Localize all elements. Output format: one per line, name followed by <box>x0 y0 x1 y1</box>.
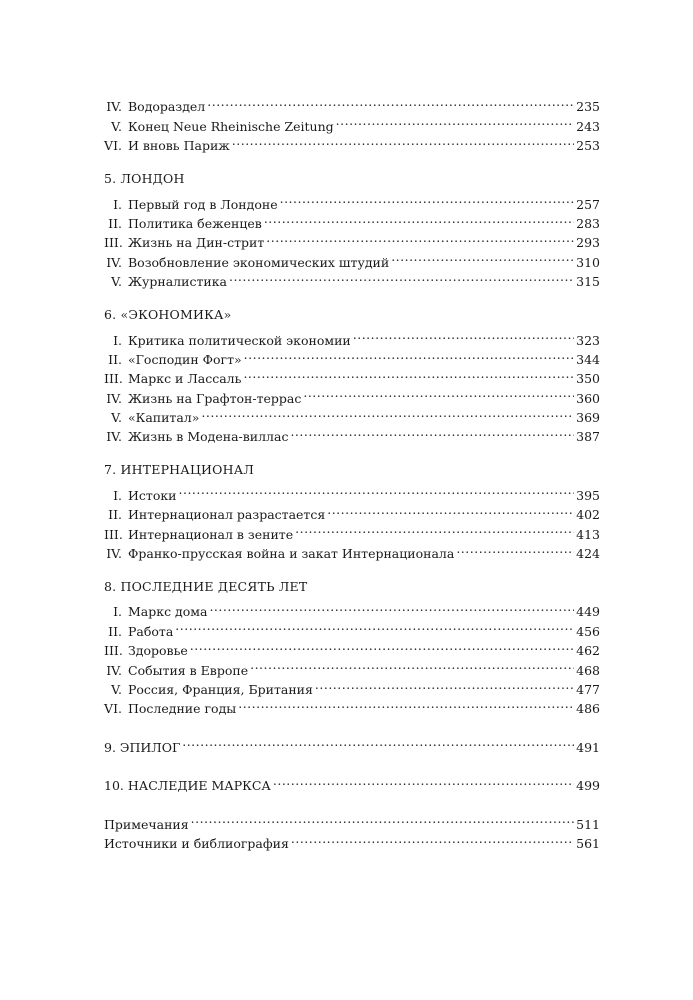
entry-title: Истоки <box>128 487 177 503</box>
toc-entry[interactable] <box>104 325 600 348</box>
chapter-heading[interactable]: 8. ПОСЛЕДНИЕ ДЕСЯТЬ ЛЕТ <box>104 579 308 595</box>
toc-section-chapter-5 <box>104 169 600 290</box>
dot-leader <box>244 345 574 364</box>
dot-leader <box>303 383 574 402</box>
toc-section-back-matter <box>104 809 600 851</box>
entry-page: 468 <box>576 662 600 678</box>
toc-chapter-entry[interactable] <box>104 771 600 794</box>
entry-number: III. <box>104 643 123 659</box>
entry-title: Здоровье <box>128 643 188 659</box>
entry-title: Последние годы <box>128 701 237 717</box>
toc-section-chapter-10 <box>104 771 600 794</box>
entry-title: Политика беженцев <box>128 215 262 231</box>
entry-page: 395 <box>576 487 600 503</box>
entry-page: 424 <box>576 546 600 562</box>
entry-title: Жизнь на Дин-стрит <box>128 235 265 251</box>
entry-title: Интернационал в зените <box>128 526 294 542</box>
entry-page: 235 <box>576 99 600 115</box>
entry-page: 344 <box>576 351 600 367</box>
dot-leader <box>273 771 574 790</box>
entry-page: 293 <box>576 235 600 251</box>
entry-number: IV. <box>106 662 122 678</box>
toc-entry[interactable] <box>104 480 600 503</box>
dot-leader <box>266 228 574 247</box>
toc-entry[interactable] <box>104 597 600 620</box>
entry-number: III. <box>104 371 123 387</box>
entry-number: IV. <box>106 546 122 562</box>
dot-leader <box>264 209 574 228</box>
entry-page: 350 <box>576 371 600 387</box>
table-of-contents <box>104 92 600 867</box>
entry-title: Жизнь на Графтон-террас <box>128 390 302 406</box>
toc-entry[interactable] <box>104 500 600 523</box>
entry-title: События в Европе <box>128 662 249 678</box>
entry-title: Интернационал разрастается <box>128 507 326 523</box>
entry-number: I. <box>113 487 122 503</box>
entry-number: V. <box>111 274 122 290</box>
entry-number: V. <box>111 681 122 697</box>
dot-leader <box>201 403 574 422</box>
dot-leader <box>291 829 574 848</box>
dot-leader <box>290 422 574 441</box>
entry-title: Маркс дома <box>128 604 208 620</box>
entry-number: IV. <box>106 390 122 406</box>
toc-entry[interactable] <box>104 616 600 639</box>
entry-page: 387 <box>576 429 600 445</box>
entry-title: Первый год в Лондоне <box>128 196 278 212</box>
dot-leader <box>209 597 574 616</box>
dot-leader <box>336 111 574 130</box>
toc-chapter-entry[interactable] <box>104 732 600 755</box>
dot-leader <box>190 636 574 655</box>
entry-page: 491 <box>576 739 600 755</box>
entry-number: IV. <box>106 99 122 115</box>
entry-number: IV. <box>106 429 122 445</box>
dot-leader <box>175 616 574 635</box>
entry-number: II. <box>108 507 122 523</box>
toc-section-chapter-8 <box>104 577 600 717</box>
chapter-heading[interactable]: 7. ИНТЕРНАЦИОНАЛ <box>104 462 254 478</box>
entry-number: III. <box>104 235 123 251</box>
entry-page: 323 <box>576 332 600 348</box>
entry-page: 561 <box>576 835 600 851</box>
toc-section-chapter-6 <box>104 305 600 445</box>
entry-number: I. <box>113 196 122 212</box>
entry-number: V. <box>111 118 122 134</box>
entry-page: 283 <box>576 215 600 231</box>
entry-title: Возобновление экономических штудий <box>128 254 390 270</box>
entry-title: 9. ЭПИЛОГ <box>104 739 181 755</box>
entry-title: Работа <box>128 623 174 639</box>
entry-number: VI. <box>104 138 122 154</box>
entry-page: 253 <box>576 138 600 154</box>
dot-leader <box>207 92 574 111</box>
entry-title: «Капитал» <box>128 410 200 426</box>
entry-title: И вновь Париж <box>128 138 230 154</box>
dot-leader <box>179 480 575 499</box>
entry-number: V. <box>111 410 122 426</box>
entry-title: Жизнь в Модена-виллас <box>128 429 289 445</box>
dot-leader <box>456 539 574 558</box>
entry-page: 449 <box>576 604 600 620</box>
entry-number: VI. <box>104 701 122 717</box>
entry-page: 462 <box>576 643 600 659</box>
dot-leader <box>232 131 574 150</box>
entry-number: I. <box>113 332 122 348</box>
toc-entry[interactable] <box>104 636 600 659</box>
entry-number: II. <box>108 351 122 367</box>
entry-number: I. <box>113 604 122 620</box>
dot-leader <box>238 694 574 713</box>
chapter-heading[interactable]: 6. «ЭКОНОМИКА» <box>104 307 232 323</box>
toc-section-chapter-7 <box>104 460 600 562</box>
toc-back-matter-entry[interactable] <box>104 809 600 832</box>
entry-title: Примечания <box>104 816 189 832</box>
toc-entry[interactable] <box>104 189 600 212</box>
entry-page: 369 <box>576 410 600 426</box>
entry-page: 511 <box>576 816 600 832</box>
toc-section-continuation <box>104 92 600 154</box>
dot-leader <box>391 247 574 266</box>
entry-title: Источники и библиография <box>104 835 289 851</box>
dot-leader <box>315 675 574 694</box>
entry-page: 257 <box>576 196 600 212</box>
entry-title: Франко-прусская война и закат Интернационала <box>128 546 455 562</box>
entry-title: Водораздел <box>128 99 206 115</box>
dot-leader <box>295 519 574 538</box>
dot-leader <box>280 189 575 208</box>
entry-page: 402 <box>576 507 600 523</box>
dot-leader <box>250 655 574 674</box>
entry-number: III. <box>104 526 123 542</box>
dot-leader <box>353 325 574 344</box>
entry-number: IV. <box>106 254 122 270</box>
entry-title: «Господин Фогт» <box>128 351 242 367</box>
entry-page: 310 <box>576 254 600 270</box>
toc-section-chapter-9 <box>104 732 600 755</box>
entry-page: 243 <box>576 118 600 134</box>
entry-page: 413 <box>576 526 600 542</box>
chapter-heading[interactable]: 5. ЛОНДОН <box>104 171 185 187</box>
entry-title: Журналистика <box>128 274 227 290</box>
dot-leader <box>229 267 574 286</box>
entry-page: 315 <box>576 274 600 290</box>
dot-leader <box>327 500 574 519</box>
entry-page: 360 <box>576 390 600 406</box>
entry-title: Конец Neue Rheinische Zeitung <box>128 118 334 134</box>
entry-number: II. <box>108 623 122 639</box>
dot-leader <box>191 809 575 828</box>
dot-leader <box>182 732 574 751</box>
dot-leader <box>243 364 574 383</box>
entry-title: 10. НАСЛЕДИЕ МАРКСА <box>104 778 271 794</box>
entry-title: Критика политической экономии <box>128 332 351 348</box>
entry-title: Россия, Франция, Британия <box>128 681 313 697</box>
entry-page: 477 <box>576 681 600 697</box>
entry-page: 486 <box>576 701 600 717</box>
entry-page: 499 <box>576 778 600 794</box>
entry-number: II. <box>108 215 122 231</box>
entry-page: 456 <box>576 623 600 639</box>
toc-entry[interactable] <box>104 92 600 115</box>
entry-title: Маркс и Лассаль <box>128 371 242 387</box>
